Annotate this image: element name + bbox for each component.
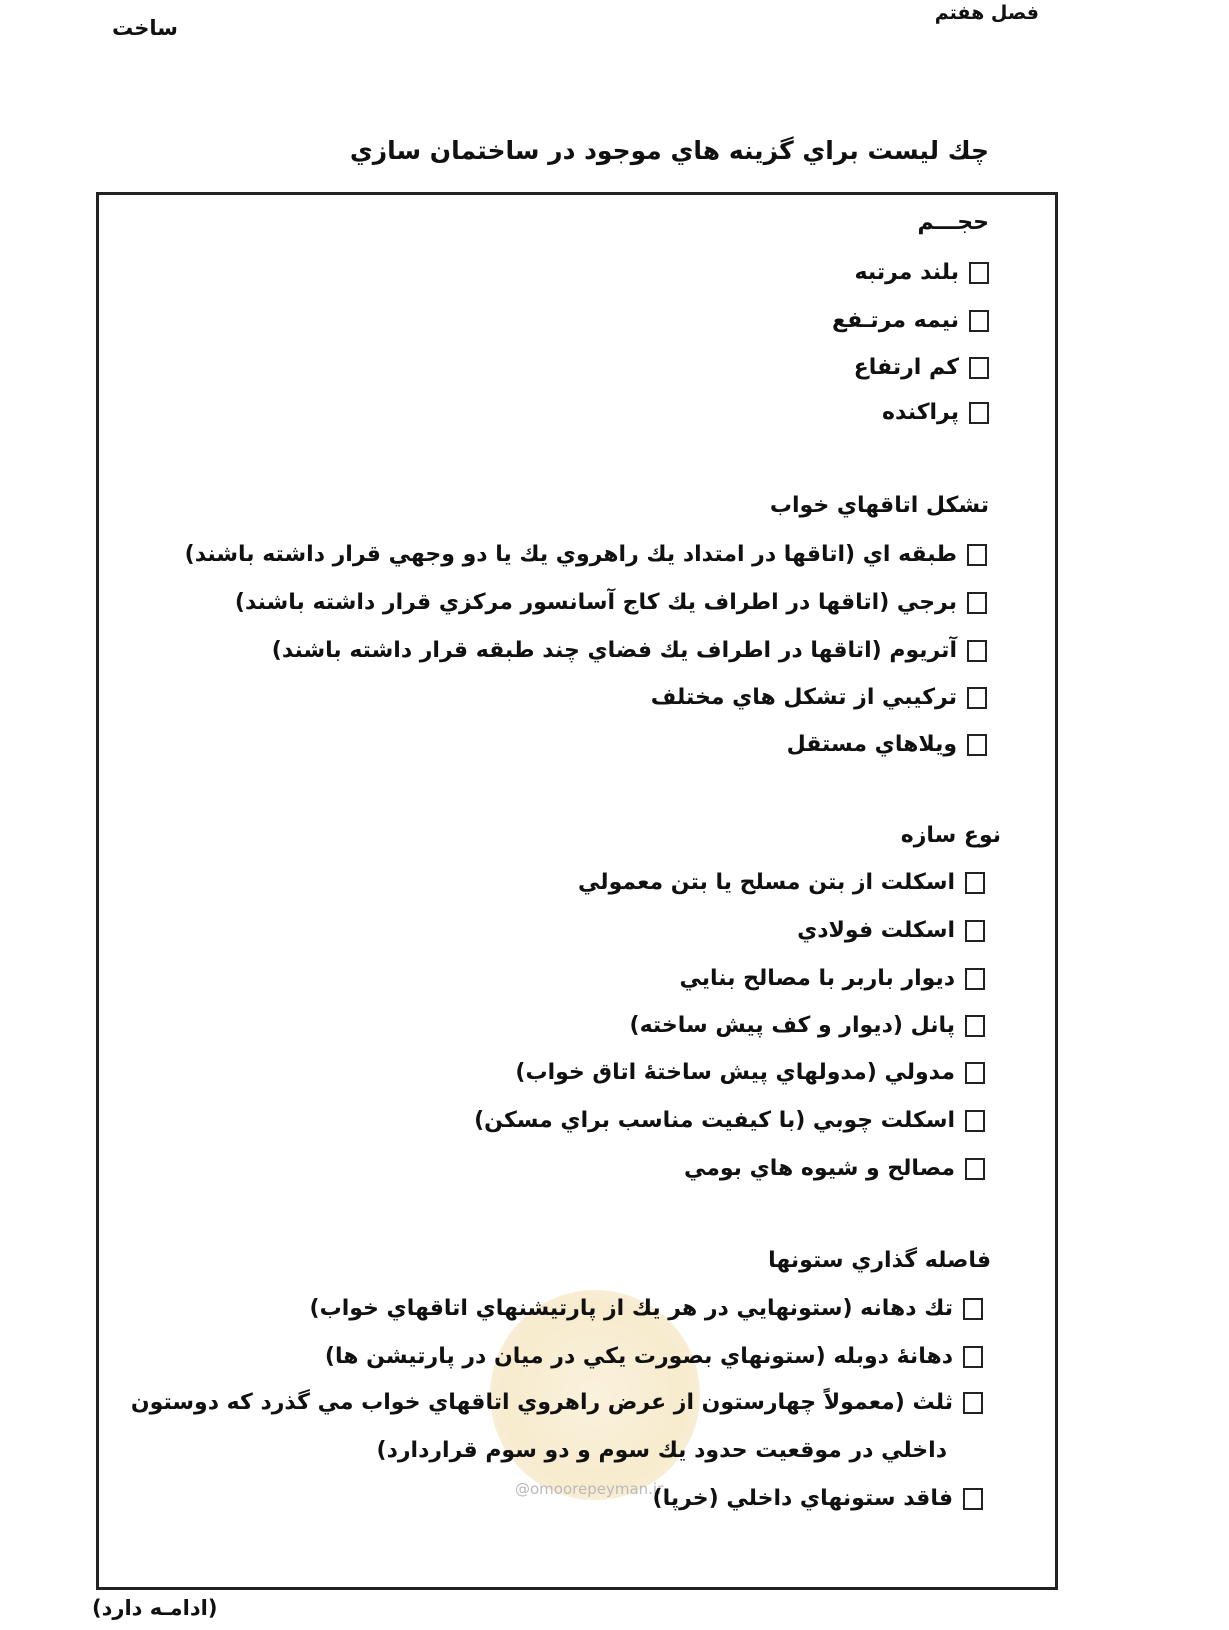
checkbox[interactable] [965, 1015, 985, 1037]
item-continuation [377, 1438, 947, 1463]
checkbox-item[interactable] [272, 638, 987, 663]
item-label: كم ارتفاع [853, 355, 959, 380]
item-label: ويلاهاي مستقل [786, 732, 957, 757]
item-label: برجي (اتاقها در اطراف يك كاج آسانسور مركزي قرار داشته باشند) [234, 590, 957, 615]
checkbox[interactable] [965, 1062, 985, 1084]
continued-note: (ادامـه دارد) [92, 1596, 218, 1620]
checkbox[interactable] [965, 1158, 985, 1180]
checkbox[interactable] [967, 734, 987, 756]
checkbox[interactable] [967, 640, 987, 662]
item-label: اسكلت فولادي [797, 918, 955, 943]
item-label: داخلي در موقعيت حدود يك سوم و دو سوم قراردارد) [376, 1438, 947, 1463]
checkbox[interactable] [965, 920, 985, 942]
checkbox[interactable] [967, 592, 987, 614]
checkbox-item[interactable] [474, 1108, 985, 1133]
checkbox-item[interactable] [630, 1013, 985, 1038]
item-label: نيمه مرتـفع [832, 308, 959, 333]
checkbox-item[interactable] [855, 260, 989, 285]
page-title: چك ليست براي گزينه هاي موجود در ساختمان سازي [349, 136, 989, 165]
section-header: ساخت [112, 16, 178, 40]
checkbox-item[interactable] [310, 1296, 983, 1321]
checkbox-item[interactable] [131, 1390, 983, 1415]
checkbox[interactable] [969, 262, 989, 284]
watermark-text: @omoorepeyman.ir [515, 1480, 664, 1498]
item-label: آتريوم (اتاقها در اطراف يك فضاي چند طبقه قرار داشته باشند) [271, 638, 957, 663]
checkbox-item[interactable] [679, 966, 985, 991]
checkbox[interactable] [965, 968, 985, 990]
checkbox-item[interactable] [787, 732, 987, 757]
checkbox[interactable] [967, 687, 987, 709]
checkbox[interactable] [963, 1392, 983, 1414]
checkbox-item[interactable] [578, 870, 985, 895]
checkbox[interactable] [969, 357, 989, 379]
heading-column-spacing: فاصله گذاري ستونها [768, 1248, 991, 1273]
heading-volume: حجـــم [917, 210, 989, 235]
checkbox-item[interactable] [832, 308, 989, 333]
item-label: فاقد ستونهاي داخلي (خرپا) [652, 1486, 953, 1511]
heading-structure-type: نوع سازه [900, 823, 1001, 848]
item-label: تركيبي از تشكل هاي مختلف [650, 685, 957, 710]
checkbox-item[interactable] [653, 1486, 983, 1511]
checkbox[interactable] [969, 402, 989, 424]
item-label: تك دهانه (ستونهايي در هر يك از پارتيشنهاي اتاقهاي خواب) [309, 1296, 953, 1321]
item-label: اسكلت چوبي (با كيفيت مناسب براي مسكن) [474, 1108, 955, 1133]
checkbox[interactable] [967, 544, 987, 566]
item-label: طبقه اي (اتاقها در امتداد يك راهروي يك يا دو وجهي قرار داشته باشند) [184, 542, 957, 567]
chapter-header: فصل هفتم [934, 2, 1039, 24]
checkbox-item[interactable] [684, 1156, 985, 1181]
item-label: پانل (ديوار و كف پيش ساخته) [629, 1013, 955, 1038]
checkbox-item[interactable] [515, 1060, 985, 1085]
item-label: پراكنده [882, 400, 959, 425]
checkbox-item[interactable] [797, 918, 985, 943]
checkbox-item[interactable] [882, 400, 989, 425]
item-label: ديوار باربر با مصالح بنايي [679, 966, 955, 991]
checkbox[interactable] [963, 1298, 983, 1320]
checkbox-item[interactable] [235, 590, 987, 615]
checkbox-item[interactable] [651, 685, 987, 710]
item-label: مدولي (مدولهاي پيش ساختهٔ اتاق خواب) [515, 1060, 955, 1085]
item-label: بلند مرتبه [854, 260, 959, 285]
checkbox[interactable] [963, 1488, 983, 1510]
checkbox[interactable] [965, 1110, 985, 1132]
checkbox-item[interactable] [854, 355, 989, 380]
item-label: اسكلت از بتن مسلح يا بتن معمولي [578, 870, 955, 895]
checkbox-item[interactable] [185, 542, 987, 567]
item-label: مصالح و شيوه هاي بومي [684, 1156, 955, 1181]
item-label: دهانهٔ دوبله (ستونهاي بصورت يكي در ميان در پارتيشن ها) [324, 1344, 953, 1369]
checkbox[interactable] [969, 310, 989, 332]
item-label: ثلث (معمولاً چهارستون از عرض راهروي اتاقهاي خواب مي گذرد كه دوستون [130, 1390, 953, 1415]
checkbox[interactable] [963, 1346, 983, 1368]
checkbox-item[interactable] [325, 1344, 983, 1369]
checkbox[interactable] [965, 872, 985, 894]
heading-bedroom-layout: تشكل اتاقهاي خواب [769, 493, 989, 518]
